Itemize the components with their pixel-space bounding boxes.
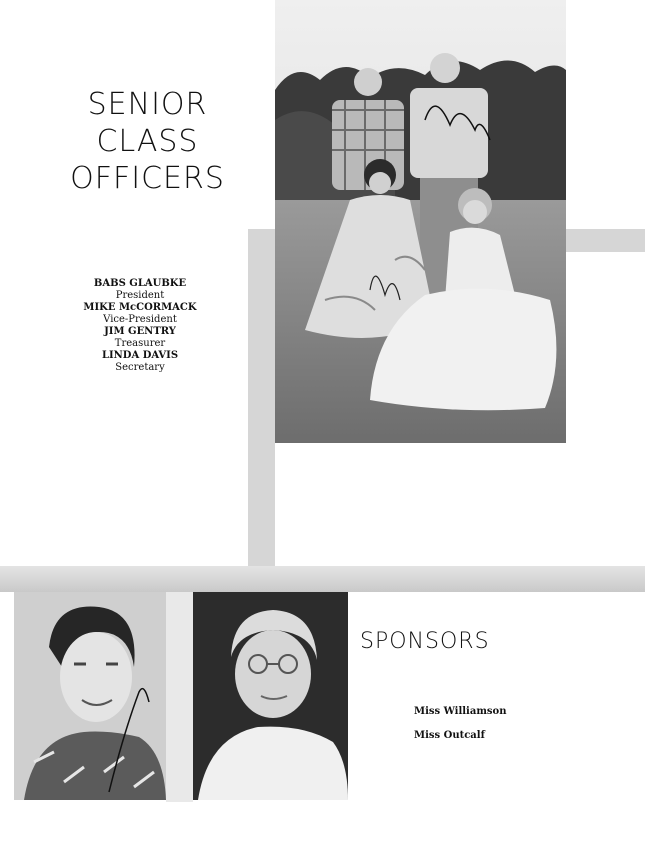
officer-role: Secretary [115, 362, 165, 373]
officer-name: JIM GENTRY [104, 326, 176, 337]
gray-band-between-portraits [166, 592, 193, 802]
officer-name: MIKE McCORMACK [83, 302, 197, 313]
sponsors-title: SPONSORS [360, 629, 490, 654]
officer-name: LINDA DAVIS [101, 350, 179, 361]
sponsor-name: Miss Williamson [414, 706, 507, 717]
gray-band-horizontal [0, 566, 645, 592]
officers-group-photo [275, 0, 566, 443]
title-line-3: OFFICERS [70, 161, 225, 196]
senior-class-officers-title [30, 86, 265, 197]
sponsor-portrait-2 [193, 592, 348, 800]
gray-band-vertical [248, 229, 275, 569]
officer-role: President [115, 290, 165, 301]
sponsor-portrait-1 [14, 592, 166, 800]
officer-role: Treasurer [114, 338, 166, 349]
officer-role: Vice-President [103, 314, 177, 325]
title-line-2: CLASS [96, 124, 199, 159]
officer-list [60, 278, 220, 374]
gray-band-right-top [566, 229, 645, 252]
sponsor-name: Miss Outcalf [414, 730, 485, 741]
officer-name: BABS GLAUBKE [93, 278, 187, 289]
title-line-1: SENIOR [87, 87, 208, 122]
